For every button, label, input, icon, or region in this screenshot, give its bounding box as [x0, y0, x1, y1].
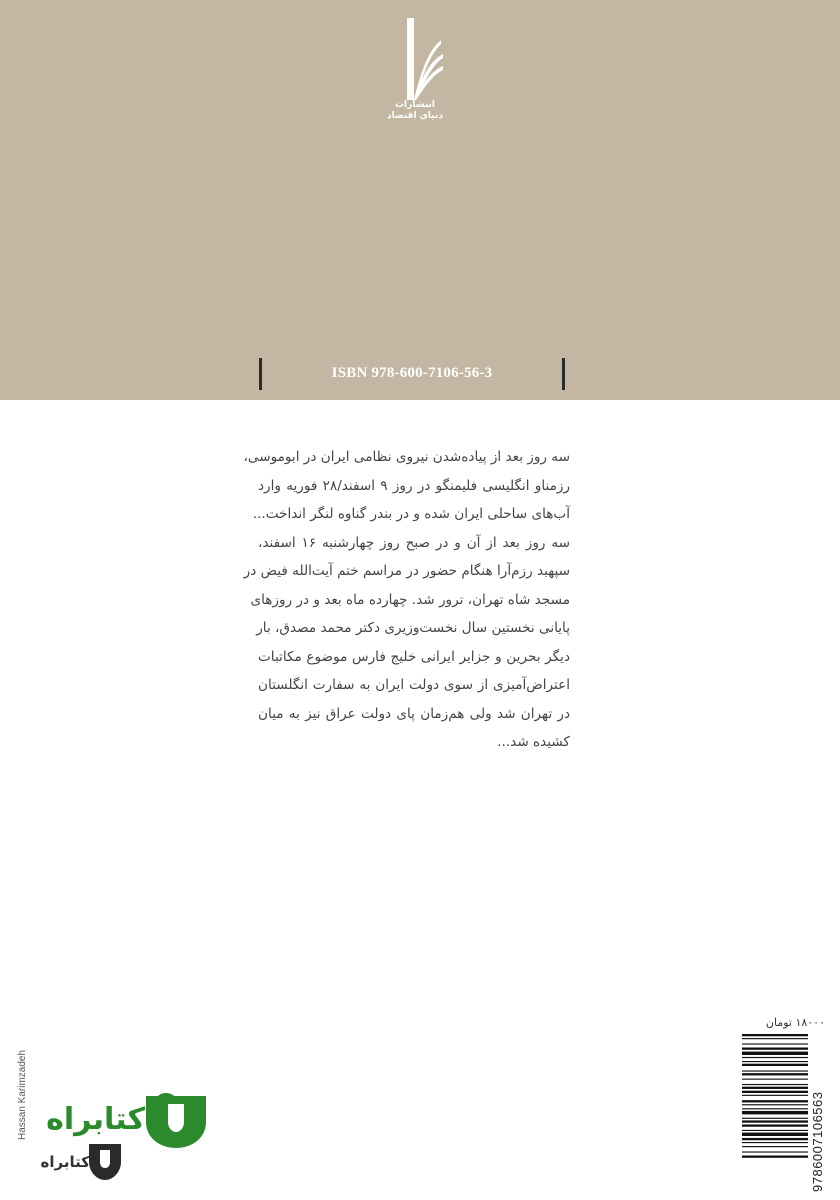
blurb-line: پایانی نخستین سال نخست‌وزیری دکتر محمد مصدق، بار: [256, 620, 570, 636]
blurb-line: کشیده شد...: [497, 734, 570, 750]
publisher-name-line1: انتشارات: [395, 100, 435, 110]
blurb-line: اعتراض‌آمیزی از سوی دولت ایران به سفارت انگلستان: [258, 677, 570, 693]
ketabrah-logo-icon: [140, 1092, 212, 1152]
isbn-text: ISBN 978-600-7106-56-3: [331, 365, 493, 381]
blurb-line: آب‌های ساحلی ایران شده و در بندر گناوه لنگر انداخت...: [252, 506, 570, 522]
designer-credit: [17, 1030, 31, 1140]
ketabrah-small-logo-icon: [85, 1142, 125, 1182]
barcode-digits: 9786007106563: [810, 1091, 825, 1192]
ketabrah-small-label: کتابراه: [40, 1153, 90, 1171]
blurb-line: سپهبد رزم‌آرا هنگام حضور در مراسم ختم آیت‌الله فیض در: [243, 563, 570, 579]
blurb-line: مسجد شاه تهران، ترور شد. چهارده ماه بعد و در روزهای: [250, 591, 570, 608]
blurb-line: دیگر بحرین و جزایر ایرانی خلیج فارس موضوع مکاتبات: [258, 648, 570, 665]
blurb-line: رزمناو انگلیسی فلیمنگو در روز ۹ اسفند/۲۸ فوریه وارد: [258, 477, 570, 494]
isbn-bar: [259, 358, 565, 390]
blurb-line: سه روز بعد از آن و در صبح روز چهارشنبه ۱۶ اسفند،: [258, 534, 570, 551]
publisher-name: [360, 100, 470, 122]
price-label: ۱۸۰۰۰ تومان: [765, 1016, 825, 1029]
isbn-right-tick: [562, 358, 565, 390]
blurb-paragraph: [243, 443, 570, 757]
publisher-name-line2: دنیای اقتصاد: [387, 111, 443, 121]
blurb-line: سه روز بعد از پیاده‌شدن نیروی نظامی ایران در ابوموسی،: [243, 449, 570, 465]
cover-top-band: [0, 0, 840, 400]
designer-credit-text: Hassan Karimzadeh: [17, 1049, 28, 1140]
blurb-line: در تهران شد ولی هم‌زمان پای دولت عراق نیز به میان: [258, 705, 570, 722]
ketabrah-logo-label: کتابراه: [46, 1102, 145, 1137]
